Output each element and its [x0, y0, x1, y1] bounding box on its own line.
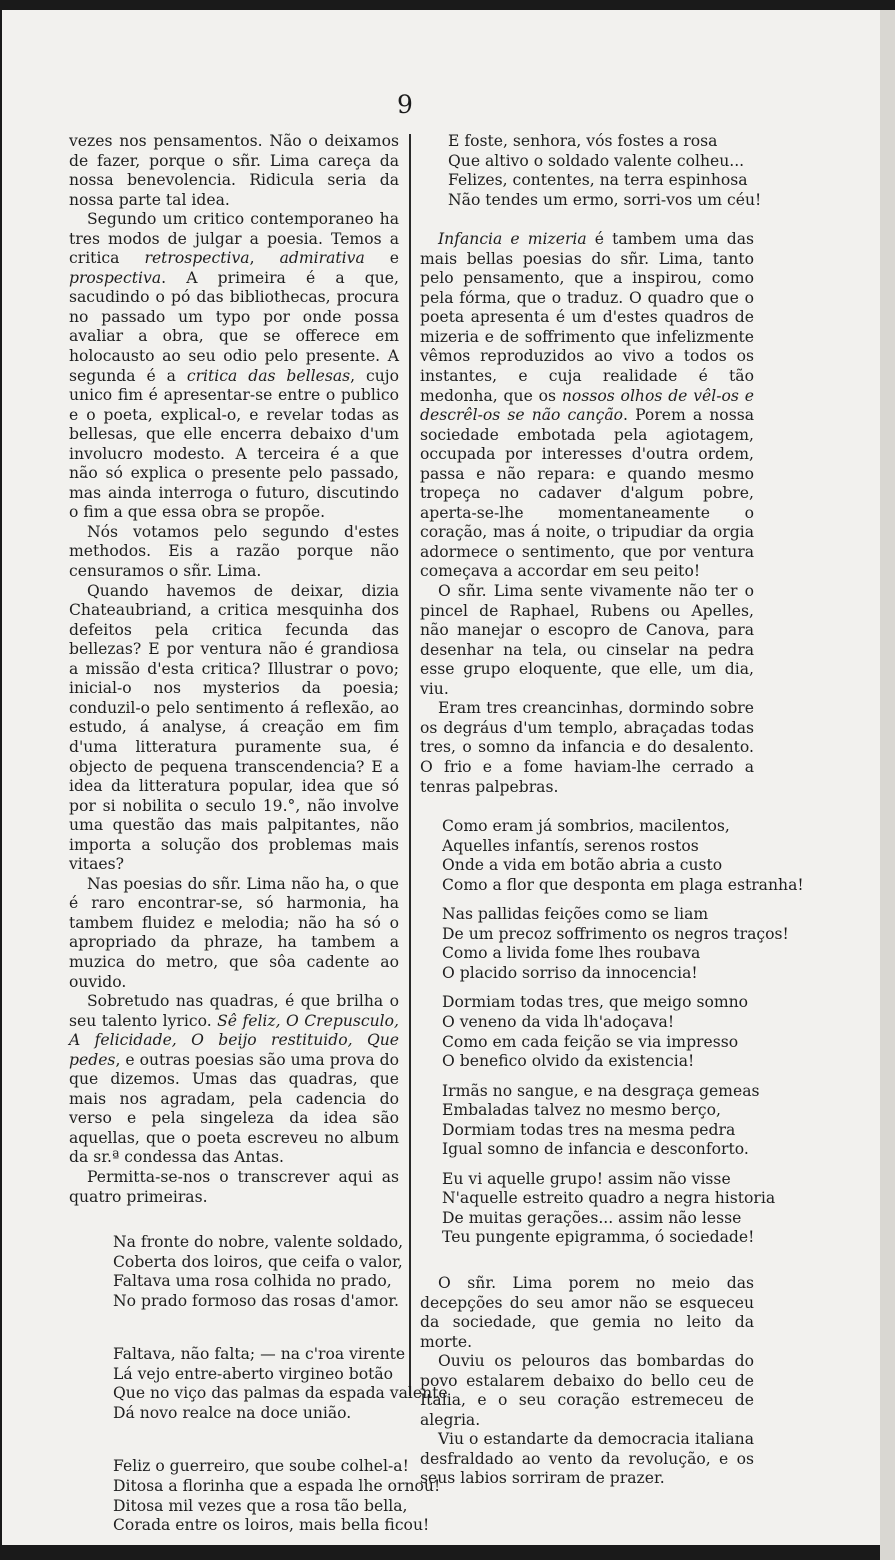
verse-line: Igual somno de infancia e desconforto.: [442, 1140, 749, 1159]
poem-stanza: [69, 1345, 448, 1423]
verse-line: Não tendes um ermo, sorri-vos um céu!: [448, 190, 762, 209]
verse-line: O veneno da vida lh'adoçava!: [442, 1012, 675, 1031]
verse-line: Que no viço das palmas da espada valente: [113, 1384, 448, 1403]
verse-line: Aquelles infantís, serenos rostos: [442, 836, 699, 855]
verse-line: Nas pallidas feições como se liam: [442, 905, 709, 924]
verse-line: E foste, senhora, vós fostes a rosa: [448, 132, 718, 150]
verse-line: De um precoz soffrimento os negros traços!: [442, 924, 789, 943]
verse-line: Ditosa a florinha que a espada lhe ornou!: [113, 1477, 441, 1495]
paragraph: Nós votamos pelo segundo d'estes methodos. Eis a razão porque não censuramos o sñr. Lima.: [69, 522, 399, 581]
poem-stanza: [420, 1081, 760, 1160]
paragraph: Nas poesias do sñr. Lima não ha, o que é raro encontrar-se, só harmonia, ha tambem fluidez e melodia; não ha só o apropriado da phraze, ha tambem a muzica do metro, que sôa cadente ao ouvido.: [69, 874, 399, 991]
page-edge: [880, 10, 895, 1560]
poem-stanza: [69, 1233, 404, 1311]
left-column: [69, 132, 448, 1536]
paragraph: Quando havemos de deixar, dizia Chateaubriand, a critica mesquinha dos defeitos pela critica fecunda das bellezas? E por ventura não é grandiosa a missão d'esta critica? Illustrar o povo; inicial-o nos mysterios da poesia; conduzil-o pelo sentimento á reflexão, ao estudo, á analyse, á creação em fim d'uma litteratura puramente sua, é objecto de pequena transcendencia? E a idea da litteratura popular, idea que só por si nobilita o seculo 19.°, não involve uma questão das mais palpitantes, não importa a solução dos problemas mais vitaes?: [69, 581, 399, 874]
page-number: 9: [397, 90, 413, 119]
verse-line: Dormiam todas tres, que meigo somno: [442, 993, 749, 1012]
paragraph: O sñr. Lima porem no meio das decepções do seu amor não se esqueceu da sociedade, que gemia no leito da morte.: [420, 1273, 754, 1351]
verse-line: Como a flor que desponta em plaga estranha!: [442, 875, 804, 894]
paragraph: Eram tres creancinhas, dormindo sobre os degráus d'um templo, abraçadas todas tres, o somno da infancia e do desalento. O frio e a fome haviam-lhe cerrado a tenras palpebras.: [420, 699, 754, 796]
verse-line: N'aquelle estreito quadro a negra historia: [442, 1189, 776, 1208]
verse-line: O benefico olvido da existencia!: [442, 1052, 695, 1071]
verse-line: Como em cada feição se via impresso: [442, 1032, 739, 1051]
paragraph: Segundo um critico contemporaneo ha tres modos de julgar a poesia. Temos a critica retrospectiva, admirativa e prospectiva. A primeira é a que, sacudindo o pó das bibliothecas, procura no passado um typo por onde possa avaliar a obra, que se offerece em holocausto ao seu odio pelo presente. A segunda é a critica das bellesas, cujo unico fim é apresentar-se entre o publico e o poeta, explical-o, e revelar todas as bellesas, que elle encerra debaixo d'um involucro modesto. A terceira é a que não só explica o presente pelo passado, mas ainda interroga o futuro, discutindo o fim a que essa obra se propõe.: [69, 210, 399, 522]
verse-line: Lá vejo entre-aberto virgineo botão: [113, 1364, 394, 1383]
verse-line: Ditosa mil vezes que a rosa tão bella,: [113, 1496, 408, 1515]
poem-stanza: [420, 905, 789, 983]
poem-stanza: [420, 817, 804, 895]
paragraph: Permitta-se-nos o transcrever aqui as quatro primeiras.: [69, 1167, 399, 1206]
paragraph: Sobretudo nas quadras, é que brilha o seu talento lyrico. Sê feliz, O Crepusculo, A felicidade, O beijo restituido, Que pedes, e outras poesias são uma prova do que dizemos. Umas das quadras, que mais nos agradam, pela cadencia do verso e pela singeleza da idea são aquellas, que o poeta escreveu no album da sr.ª condessa das Antas.: [69, 992, 399, 1167]
paragraph: Viu o estandarte da democracia italiana desfraldado ao vento da revolução, e os seus labios sorriram de prazer.: [420, 1430, 754, 1488]
column-divider: [409, 134, 411, 1396]
verse-line: Como a livida fome lhes roubava: [442, 944, 701, 963]
poem-stanza: [420, 1169, 776, 1248]
verse-line: Faltava uma rosa colhida no prado,: [113, 1272, 392, 1291]
verse-line: Corada entre os loiros, mais bella ficou!: [113, 1516, 430, 1535]
verse-line: No prado formoso das rosas d'amor.: [113, 1291, 399, 1310]
verse-line: Felizes, contentes, na terra espinhosa: [448, 171, 748, 190]
verse-line: Dá novo realce na doce união.: [113, 1403, 352, 1422]
poem-stanza: [69, 1457, 441, 1535]
verse-line: Onde a vida em botão abria a custo: [442, 856, 723, 875]
right-column: [420, 132, 804, 1489]
verse-line: Coberta dos loiros, que ceifa o valor,: [113, 1252, 403, 1271]
verse-line: Eu vi aquelle grupo! assim não visse: [442, 1169, 731, 1188]
verse-line: Irmãs no sangue, e na desgraça gemeas: [442, 1081, 760, 1100]
verse-line: Feliz o guerreiro, que soube colhel-a!: [113, 1457, 409, 1476]
paragraph: O sñr. Lima sente vivamente não ter o pincel de Raphael, Rubens ou Apelles, não manejar o escopro de Canova, para desenhar na tela, ou cinselar na pedra esse grupo eloquente, que elle, um dia, viu.: [420, 582, 754, 698]
verse-line: Embaladas talvez no mesmo berço,: [442, 1101, 722, 1120]
paragraph: Ouviu os pelouros das bombardas do povo estalarem debaixo do bello ceu de Italia, e o seu coração estremeceu de alegria.: [420, 1352, 754, 1429]
poem-stanza: [420, 132, 762, 210]
verse-line: Faltava, não falta; — na c'roa virente: [113, 1345, 406, 1364]
verse-line: Na fronte do nobre, valente soldado,: [113, 1233, 404, 1252]
paragraph: vezes nos pensamentos. Não o deixamos de fazer, porque o sñr. Lima careça da nossa benevolencia. Ridicula seria da nossa parte tal idea.: [69, 132, 399, 209]
verse-line: Dormiam todas tres na mesma pedra: [442, 1120, 736, 1139]
verse-line: Como eram já sombrios, macilentos,: [442, 817, 730, 836]
page: [2, 10, 880, 1545]
verse-line: Que altivo o soldado valente colheu...: [448, 151, 745, 170]
verse-line: Teu pungente epigramma, ó sociedade!: [442, 1228, 755, 1247]
verse-line: O placido sorriso da innocencia!: [442, 963, 698, 982]
paragraph: Infancia e mizeria é tambem uma das mais bellas poesias do sñr. Lima, tanto pelo pensamento, que a inspirou, como pela fórma, que o traduz. O quadro que o poeta apresenta é um d'estes quadros de mizeria e de soffrimento que infelizmente vêmos reproduzidos ao vivo a todos os instantes, e cuja realidade é tão medonha, que os nossos olhos de vêl-os e descrêl-os se não canção. Porem a nossa sociedade embotada pela agiotagem, occupada por interesses d'outra ordem, passa e não repara: e quando mesmo tropeça no cadaver d'algum pobre, aperta-se-lhe momentaneamente o coração, mas á noite, o tripudiar da orgia adormece o sentimento, que por ventura começava a accordar em seu peito!: [420, 230, 754, 581]
verse-line: De muitas gerações... assim não lesse: [442, 1208, 742, 1227]
poem-stanza: [420, 993, 754, 1071]
